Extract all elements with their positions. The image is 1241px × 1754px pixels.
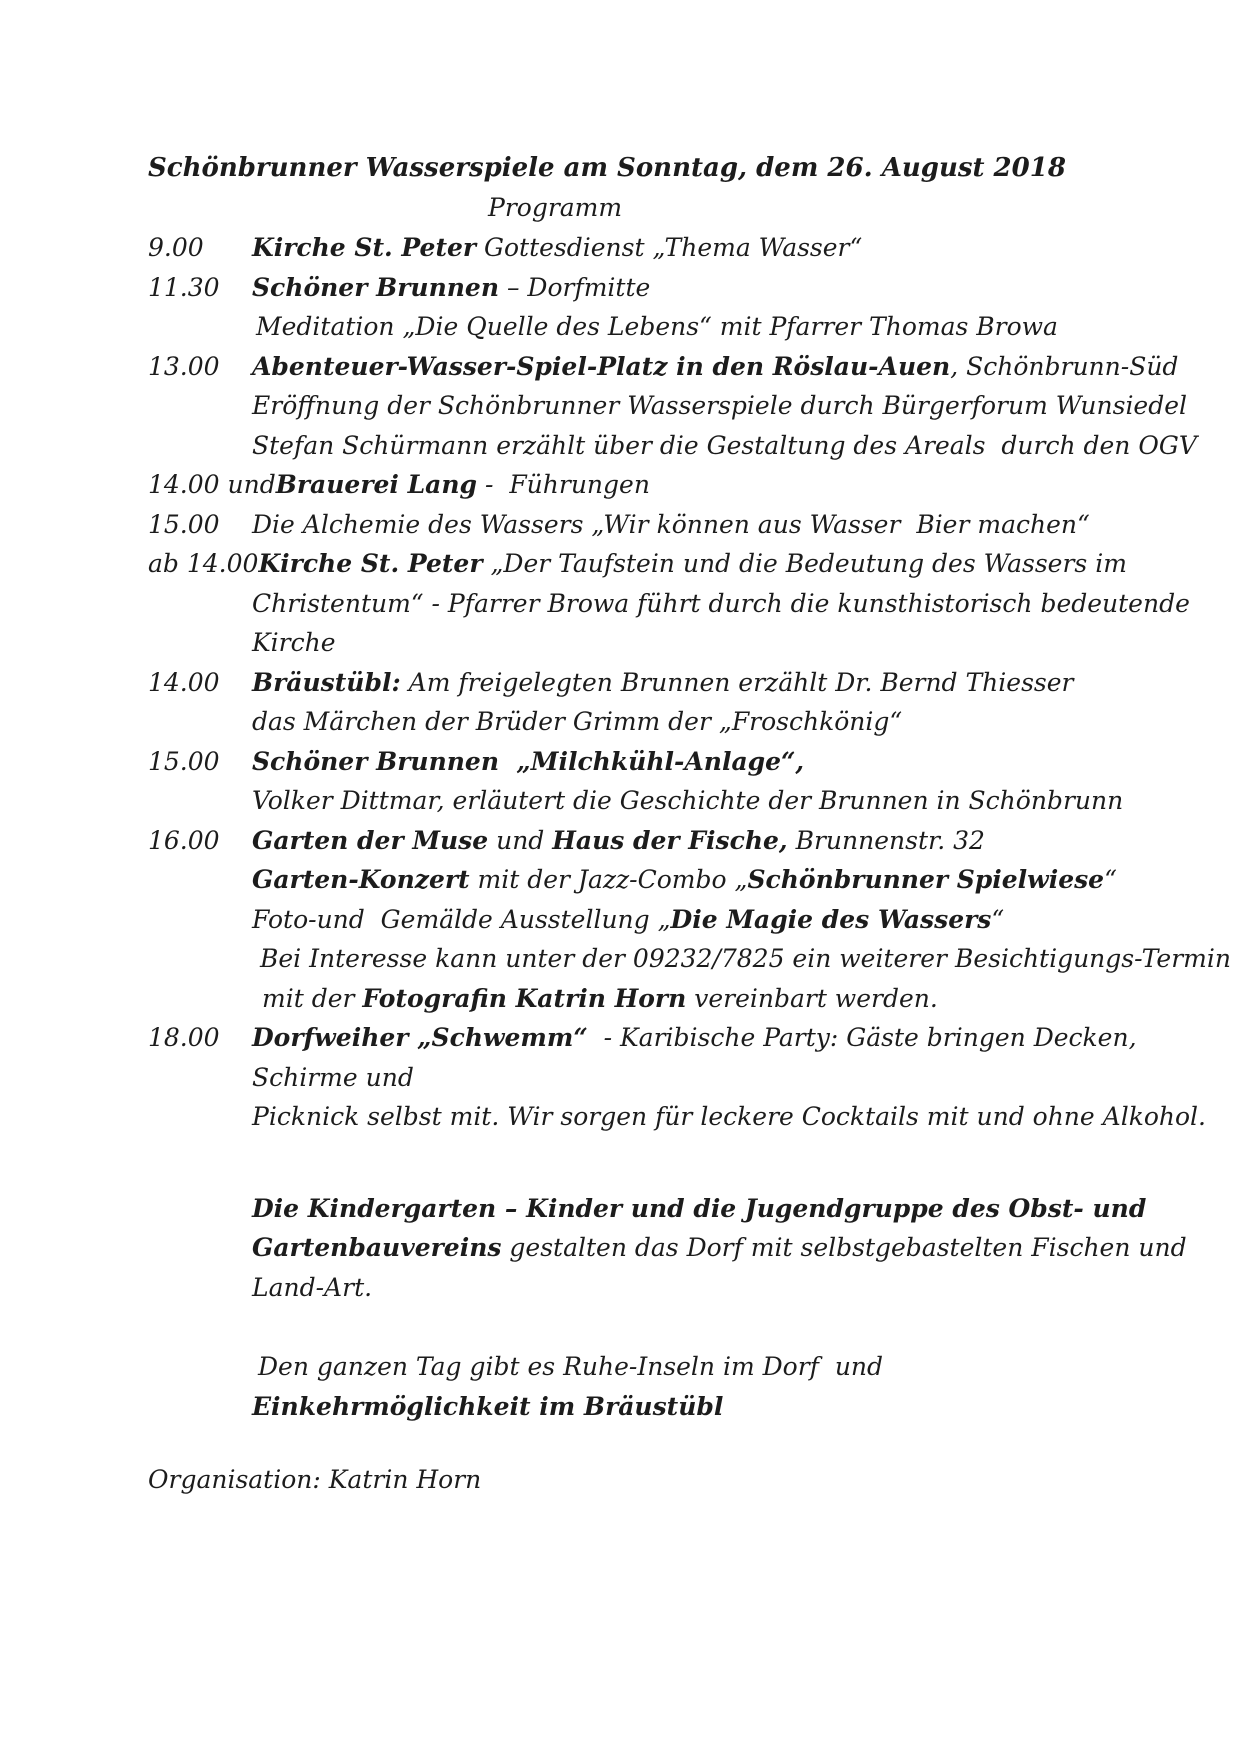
event-detail: Eröffnung der Schönbrunner Wasserspiele durch Bürgerforum Wunsiedel bbox=[252, 391, 1188, 420]
event-text bbox=[252, 1018, 1233, 1097]
event-highlight: Kirche St. Peter bbox=[252, 233, 477, 262]
program-row bbox=[148, 702, 1233, 742]
event-text bbox=[252, 742, 804, 782]
event-highlight: Bräustübl: bbox=[252, 667, 401, 697]
event-detail: das Märchen der Brüder Grimm der „Froschkönig“ bbox=[252, 707, 903, 736]
event-detail: mit der bbox=[262, 983, 363, 1013]
organizer-line: Organisation: Katrin Horn bbox=[148, 1465, 482, 1494]
event-detail: gestalten das Dorf mit selbstgebastelten Fischen und Land-Art. bbox=[252, 1233, 1195, 1302]
event-detail: Am freigelegten Brunnen erzählt Dr. Bernd Thiesser bbox=[400, 667, 1074, 697]
event-detail: “ bbox=[991, 904, 1005, 934]
program-row bbox=[148, 544, 1233, 584]
event-text bbox=[252, 1189, 1146, 1229]
time-cell: 14.00 bbox=[148, 667, 220, 697]
time-cell: 11.30 bbox=[148, 272, 220, 302]
event-text bbox=[252, 781, 1123, 821]
program-row bbox=[148, 505, 1233, 545]
event-detail: Meditation „Die Quelle des Lebens“ mit Pfarrer Thomas Browa bbox=[256, 312, 1058, 341]
program-row bbox=[148, 584, 1233, 663]
event-highlight: Die Kindergarten – Kinder und die Jugendgruppe des Obst- und bbox=[252, 1193, 1147, 1223]
event-detail: „Der Taufstein und die Bedeutung des Wassers im bbox=[482, 549, 1127, 578]
program-row bbox=[148, 386, 1233, 426]
time-cell: 15.00 bbox=[148, 509, 220, 539]
event-detail: vereinbart werden. bbox=[686, 983, 938, 1013]
event-detail: Die Alchemie des Wassers „Wir können aus Wasser Bier machen“ bbox=[252, 509, 1090, 539]
time-cell: 16.00 bbox=[148, 825, 220, 855]
program-row bbox=[148, 939, 1233, 979]
event-highlight: Garten der Muse bbox=[252, 825, 489, 855]
event-text bbox=[252, 347, 1178, 387]
event-detail: Stefan Schürmann erzählt über die Gestaltung des Areals durch den OGV bbox=[252, 430, 1197, 460]
event-highlight: Dorfweiher „Schwemm“ bbox=[252, 1023, 588, 1052]
note-row bbox=[148, 1387, 1233, 1427]
program-row bbox=[148, 860, 1233, 900]
event-detail: und bbox=[488, 825, 553, 855]
event-highlight: Gartenbauvereins bbox=[252, 1233, 502, 1262]
event-text bbox=[252, 268, 650, 308]
event-detail: “ bbox=[1104, 865, 1117, 894]
time-cell: ab 14.00 bbox=[148, 549, 259, 578]
event-detail: mit der Jazz-Combo „ bbox=[469, 865, 748, 894]
event-highlight: Haus der Fische, bbox=[552, 825, 788, 855]
note-row bbox=[148, 1189, 1233, 1229]
program-row bbox=[148, 742, 1233, 782]
event-highlight: Schönbrunner Spielwiese bbox=[747, 865, 1105, 894]
event-text bbox=[252, 1228, 1233, 1307]
event-highlight: Schöner Brunnen bbox=[252, 272, 499, 302]
event-text bbox=[252, 939, 1231, 979]
event-text bbox=[252, 979, 938, 1019]
event-detail: Brunnenstr. 32 bbox=[787, 825, 985, 855]
event-detail: Volker Dittmar, erläutert die Geschichte der Brunnen in Schönbrunn bbox=[252, 786, 1124, 815]
event-text bbox=[252, 821, 985, 861]
program-row bbox=[148, 1018, 1233, 1097]
event-highlight: Brauerei Lang bbox=[275, 470, 478, 499]
event-text bbox=[252, 307, 1058, 347]
time-cell: 9.00 bbox=[148, 233, 204, 262]
program-row bbox=[148, 307, 1233, 347]
event-detail: – Dorfmitte bbox=[499, 272, 651, 302]
event-text bbox=[252, 1387, 723, 1427]
time-cell: 13.00 bbox=[148, 351, 220, 381]
event-highlight: Abenteuer-Wasser-Spiel-Platz in den Röslau-Auen bbox=[252, 351, 951, 381]
event-detail: - Karibische Party: Gäste bringen Decken, Schirme und bbox=[252, 1023, 1145, 1092]
program-row bbox=[148, 228, 1233, 268]
event-text bbox=[252, 386, 1187, 426]
program-row bbox=[148, 1097, 1233, 1137]
program-row bbox=[148, 663, 1233, 703]
program-heading: Programm bbox=[488, 193, 623, 222]
program-row bbox=[148, 900, 1233, 940]
event-text bbox=[252, 584, 1233, 663]
program-row bbox=[148, 465, 1233, 505]
event-text bbox=[276, 465, 650, 505]
event-highlight: Schöner Brunnen „Milchkühl-Anlage“, bbox=[252, 746, 805, 776]
note-row bbox=[148, 1347, 1233, 1387]
event-text bbox=[258, 544, 1126, 584]
event-highlight: Einkehrmöglichkeit im Bräustübl bbox=[252, 1391, 724, 1421]
document-body bbox=[148, 148, 1233, 1499]
program-schedule bbox=[148, 228, 1233, 1137]
event-detail: Foto-und Gemälde Ausstellung „ bbox=[252, 904, 671, 934]
event-text bbox=[252, 228, 862, 268]
time-cell: 14.00 und bbox=[148, 470, 276, 499]
event-detail: , Schönbrunn-Süd bbox=[950, 351, 1179, 381]
event-detail: Bei Interesse kann unter der 09232/7825 ein weiterer Besichtigungs-Termin bbox=[260, 944, 1231, 973]
event-detail: - Führungen bbox=[477, 470, 650, 499]
event-detail: Christentum“ - Pfarrer Browa führt durch die kunsthistorisch bedeutende Kirche bbox=[252, 588, 1198, 657]
event-highlight: Die Magie des Wassers bbox=[670, 904, 992, 934]
document-title: Schönbrunner Wasserspiele am Sonntag, dem 26. August 2018 bbox=[148, 153, 1066, 183]
event-detail: Gottesdienst „Thema Wasser“ bbox=[476, 233, 863, 262]
event-text bbox=[252, 1097, 1206, 1137]
program-row bbox=[148, 347, 1233, 387]
event-detail: Den ganzen Tag gibt es Ruhe-Inseln im Dorf und bbox=[258, 1352, 884, 1381]
event-text bbox=[252, 505, 1090, 545]
event-text bbox=[252, 900, 1004, 940]
note-row bbox=[148, 1228, 1233, 1307]
program-row bbox=[148, 268, 1233, 308]
event-text bbox=[252, 702, 902, 742]
event-highlight: Garten-Konzert bbox=[252, 865, 470, 894]
event-highlight: Fotografin Katrin Horn bbox=[362, 983, 687, 1013]
time-cell: 18.00 bbox=[148, 1023, 220, 1052]
program-row bbox=[148, 821, 1233, 861]
program-row bbox=[148, 781, 1233, 821]
event-text bbox=[252, 860, 1117, 900]
event-text bbox=[252, 426, 1197, 466]
event-highlight: Kirche St. Peter bbox=[258, 549, 483, 578]
time-cell: 15.00 bbox=[148, 746, 220, 776]
program-row bbox=[148, 979, 1233, 1019]
event-text bbox=[252, 1347, 883, 1387]
program-row bbox=[148, 426, 1233, 466]
program-notes bbox=[148, 1189, 1233, 1427]
event-text bbox=[252, 663, 1073, 703]
event-detail: Picknick selbst mit. Wir sorgen für leckere Cocktails mit und ohne Alkohol. bbox=[252, 1102, 1206, 1131]
